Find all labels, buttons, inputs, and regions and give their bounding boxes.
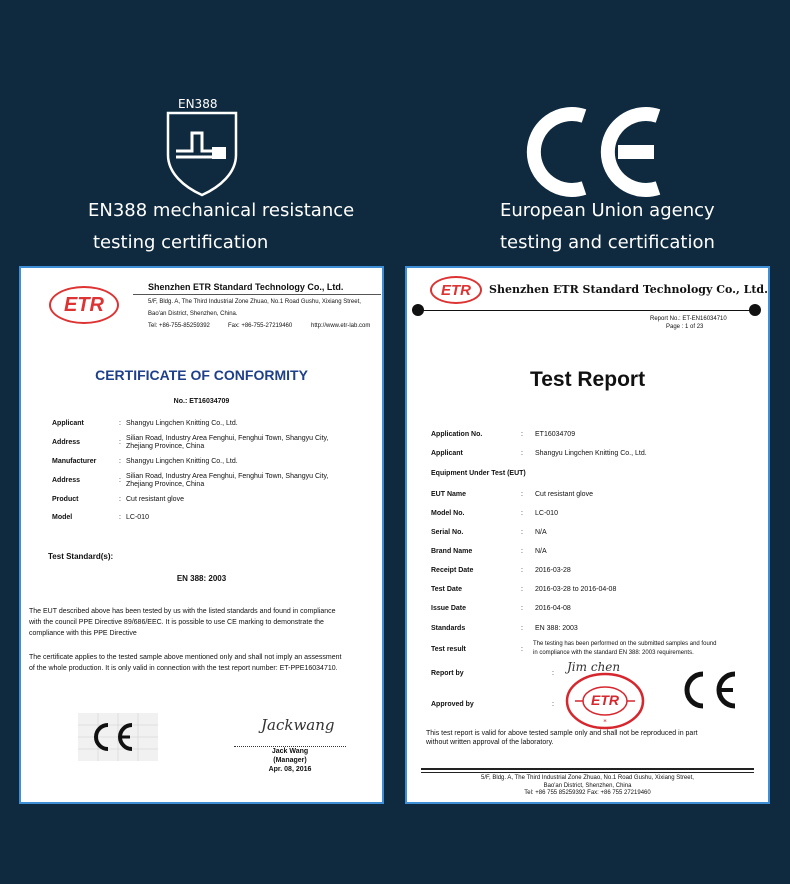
field-sep: : <box>521 567 523 574</box>
certificate-document <box>19 266 384 804</box>
validity-note-line: This test report is valid for above tested sample only and shall not be reproduced in part <box>426 730 698 737</box>
field-label: Issue Date <box>431 605 467 612</box>
field-value: 2016-04-08 <box>535 605 571 612</box>
left-caption-line2: testing certification <box>93 232 269 253</box>
header-rule <box>419 310 755 311</box>
certificate-number: No.: ET16034709 <box>173 398 230 405</box>
footer-rule-thin <box>421 772 754 773</box>
company-website: http://www.etr-lab.com <box>311 323 371 329</box>
footer-address: Bao'an District, Shenzhen, China <box>543 783 632 789</box>
field-value: N/A <box>535 548 547 555</box>
test-result-label: Test result <box>431 646 466 653</box>
footer-address: 5/F, Bldg. A, The Third Industrial Zone Zhuao, No.1 Road Gushu, Xixiang Street, <box>481 775 694 781</box>
field-label: Brand Name <box>431 548 473 555</box>
report-by-sep: : <box>552 670 554 677</box>
company-name: Shenzhen ETR Standard Technology Co., Ltd. <box>489 283 768 296</box>
ce-mark-box <box>78 713 158 761</box>
field-sep: : <box>521 548 523 555</box>
approved-by-label: Approved by <box>431 701 474 708</box>
etr-logo <box>49 286 119 324</box>
field-value: Cut resistant glove <box>535 491 593 498</box>
signature-line <box>234 746 346 747</box>
test-standard-value: EN 388: 2003 <box>176 574 227 583</box>
field-label: Model <box>52 514 73 521</box>
test-result-sep: : <box>521 646 523 653</box>
field-value: 2016-03-28 <box>535 567 571 574</box>
test-report-document <box>405 266 770 804</box>
field-sep: : <box>119 458 121 465</box>
etr-official-stamp <box>565 672 645 730</box>
field-sep: : <box>119 420 121 427</box>
field-value-cont: Zhejiang Province, China <box>126 443 205 450</box>
right-caption-line2: testing and certification <box>500 232 715 253</box>
signature-jack-wang: Jackwang <box>261 716 335 734</box>
ce-mark <box>675 670 741 710</box>
field-sep: : <box>119 477 121 484</box>
ce-icon <box>78 713 158 761</box>
svg-text:*: * <box>603 718 607 726</box>
validity-note-line: without written approval of the laboratory. <box>426 739 554 746</box>
field-value: 2016-03-28 to 2016-04-08 <box>535 586 617 593</box>
company-address-line2: Bao'an District, Shenzhen, China. <box>148 311 238 317</box>
footer-contact: Tel: +86 755 85259392 Fax: +86 755 27219460 <box>524 790 651 796</box>
stamp-text: ETR <box>591 692 619 708</box>
header-divider <box>133 294 381 295</box>
field-label: Applicant <box>431 450 463 457</box>
field-sep: : <box>521 491 523 498</box>
report-by-label: Report by <box>431 670 464 677</box>
field-label: Address <box>52 439 81 446</box>
field-value: LC-010 <box>126 514 149 521</box>
field-section-heading: Equipment Under Test (EUT) <box>431 470 526 477</box>
field-label: Receipt Date <box>431 567 474 574</box>
test-standard-label: Test Standard(s): <box>48 552 114 561</box>
en388-badge <box>160 97 242 197</box>
field-value: ET16034709 <box>535 431 576 438</box>
field-sep: : <box>521 510 523 517</box>
certificate-title: CERTIFICATE OF CONFORMITY <box>95 367 308 383</box>
field-value: N/A <box>535 529 547 536</box>
scope-paragraph-line: of the whole production. It is only valid in connection with the test report number: ET-PPE16034710. <box>29 665 338 672</box>
field-sep: : <box>521 605 523 612</box>
signer-role: (Manager) <box>273 757 307 764</box>
compliance-paragraph-line: with the council PPE Directive 89/686/EEC. It is possible to use CE marking to demonstrate the <box>29 619 324 626</box>
field-sep: : <box>521 586 523 593</box>
header-rule-dot-left <box>412 304 424 316</box>
compliance-paragraph-line: The EUT described above has been tested by us with the listed standards and found in compliance <box>29 608 336 615</box>
test-result-line: The testing has been performed on the submitted samples and found <box>533 641 717 647</box>
field-sep: : <box>119 514 121 521</box>
right-caption-line1: European Union agency <box>500 200 715 221</box>
ce-mark-large-icon <box>518 102 668 202</box>
field-value: LC-010 <box>535 510 558 517</box>
field-sep: : <box>521 450 523 457</box>
field-value: Shangyu Lingchen Knitting Co., Ltd. <box>535 450 647 457</box>
field-label: Address <box>52 477 81 484</box>
etr-logo-text: ETR <box>441 282 471 299</box>
field-value-cont: Zhejiang Province, China <box>126 481 205 488</box>
signature-jim-chen: Jim chen <box>567 660 621 674</box>
company-fax: Fax: +86-755-27219460 <box>228 323 293 329</box>
field-label: EUT Name <box>431 491 467 498</box>
field-value: Silian Road, Industry Area Fenghui, Fenghui Town, Shangyu City, <box>126 435 329 442</box>
field-label: Application No. <box>431 431 483 438</box>
field-label: Product <box>52 496 79 503</box>
field-sep: : <box>521 529 523 536</box>
company-tel: Tel: +86-755-85259392 <box>148 323 210 329</box>
company-name: Shenzhen ETR Standard Technology Co., Ltd. <box>148 282 344 292</box>
header-rule-dot-right <box>749 304 761 316</box>
approved-by-sep: : <box>552 701 554 708</box>
etr-logo-text: ETR <box>64 294 104 316</box>
field-label: Applicant <box>52 420 84 427</box>
field-value: Cut resistant glove <box>126 496 184 503</box>
ce-icon <box>675 670 741 710</box>
field-sep: : <box>119 496 121 503</box>
field-sep: : <box>521 625 523 632</box>
report-page: Page : 1 of 23 <box>666 324 704 330</box>
etr-logo <box>430 276 482 304</box>
field-value: Shangyu Lingchen Knitting Co., Ltd. <box>126 420 238 427</box>
report-title: Test Report <box>529 368 646 391</box>
field-label: Test Date <box>431 586 462 593</box>
compliance-paragraph-line: compliance with this PPE Directive <box>29 630 137 637</box>
field-label: Standards <box>431 625 466 632</box>
report-number: Report No.: ET-EN16034710 <box>650 316 727 322</box>
field-value: EN 388: 2003 <box>535 625 578 632</box>
field-label: Model No. <box>431 510 465 517</box>
test-result-line: in compliance with the standard EN 388: 2003 requirements. <box>533 650 694 656</box>
shield-icon <box>162 111 242 197</box>
field-sep: : <box>119 439 121 446</box>
field-sep: : <box>521 431 523 438</box>
ce-icon <box>518 102 668 202</box>
signer-name: Jack Wang <box>271 748 309 755</box>
field-value: Silian Road, Industry Area Fenghui, Fenghui Town, Shangyu City, <box>126 473 329 480</box>
left-caption-line1: EN388 mechanical resistance <box>88 200 355 221</box>
en388-badge-label: EN388 <box>178 97 218 111</box>
footer-rule-thick <box>421 768 754 770</box>
field-label: Serial No. <box>431 529 464 536</box>
scope-paragraph-line: The certificate applies to the tested sample above mentioned only and shall not imply an assessment <box>29 654 342 661</box>
company-address-line1: 5/F, Bldg. A, The Third Industrial Zone Zhuao, No.1 Road Gushu, Xixiang Street, <box>148 299 361 305</box>
field-label: Manufacturer <box>52 458 97 465</box>
field-value: Shangyu Lingchen Knitting Co., Ltd. <box>126 458 238 465</box>
sign-date: Apr. 08, 2016 <box>268 766 312 773</box>
